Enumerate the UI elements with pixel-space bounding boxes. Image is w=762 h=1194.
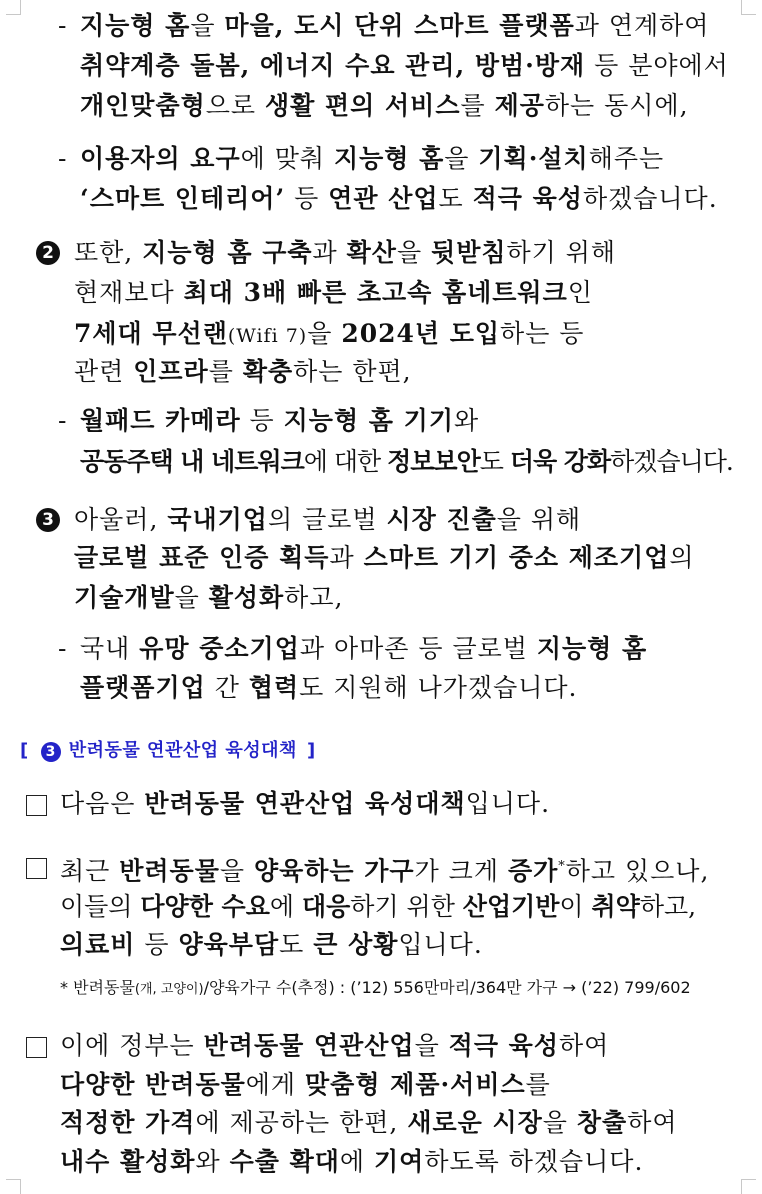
page-corner-mark xyxy=(741,1179,756,1194)
checkbox-square xyxy=(26,1037,47,1058)
text-line: 현재보다 최대 3배 빠른 초고속 홈네트워크인 xyxy=(74,278,593,307)
text-line: 7세대 무선랜(Wifi 7)을 2024년 도입하는 등 xyxy=(74,319,585,348)
page-corner-mark xyxy=(6,0,21,15)
page-corner-mark xyxy=(741,0,756,15)
text-line: 글로벌 표준 인증 획득과 스마트 기기 중소 제조기업의 xyxy=(74,543,695,572)
bullet-line: - 월패드 카메라 등 지능형 홈 기기와 xyxy=(58,406,480,435)
text-line: 의료비 등 양육부담도 큰 상황입니다. xyxy=(60,930,483,959)
number-3-marker: 3 xyxy=(36,508,60,532)
section-heading: [ 3 반려동물 연관산업 육성대책 ] xyxy=(20,740,316,761)
bullet-line: - 지능형 홈을 마을, 도시 단위 스마트 플랫폼과 연계하여 xyxy=(58,11,710,40)
bullet-line: - 국내 유망 중소기업과 아마존 등 글로벌 지능형 홈 xyxy=(58,634,648,663)
text-line: 이에 정부는 반려동물 연관산업을 적극 육성하여 xyxy=(60,1031,610,1060)
text-line: 플랫폼기업 간 협력도 지원해 나가겠습니다. xyxy=(80,673,578,702)
checkbox-square xyxy=(26,858,47,879)
text-line: 또한, 지능형 홈 구축과 확산을 뒷받침하기 위해 xyxy=(74,238,617,267)
text-line: 다양한 반려동물에게 맞춤형 제품·서비스를 xyxy=(60,1070,551,1099)
text-line: 아울러, 국내기업의 글로벌 시장 진출을 위해 xyxy=(74,505,582,534)
text-line: 내수 활성화와 수출 확대에 기여하도록 하겠습니다. xyxy=(60,1147,644,1176)
text-line: ‘스마트 인테리어’ 등 연관 산업도 적극 육성하겠습니다. xyxy=(80,184,718,213)
number-2-marker: 2 xyxy=(36,241,60,265)
section-number-marker: 3 xyxy=(41,742,61,762)
text-line: 적정한 가격에 제공하는 한편, 새로운 시장을 창출하여 xyxy=(60,1108,678,1137)
text-line: 다음은 반려동물 연관산업 육성대책입니다. xyxy=(60,789,551,818)
text-line: 공동주택 내 네트워크에 대한 정보보안도 더욱 강화하겠습니다. xyxy=(80,447,733,476)
bullet-line: - 이용자의 요구에 맞춰 지능형 홈을 기획·설치해주는 xyxy=(58,144,665,173)
footnote: * 반려동물(개, 고양이)/양육가구 수(추정) : (’12) 556만마리/364만 가구 → (’22) 799/602 xyxy=(60,978,691,997)
text-line: 이들의 다양한 수요에 대응하기 위한 산업기반이 취약하고, xyxy=(60,892,697,921)
text-line: 최근 반려동물을 양육하는 가구가 크게 증가*하고 있으나, xyxy=(60,856,710,886)
text-line: 기술개발을 활성화하고, xyxy=(74,583,344,612)
checkbox-square xyxy=(26,795,47,816)
text-line: 개인맞춤형으로 생활 편의 서비스를 제공하는 동시에, xyxy=(80,91,689,120)
text-line: 관련 인프라를 확충하는 한편, xyxy=(74,357,412,386)
text-line: 취약계층 돌봄, 에너지 수요 관리, 방범·방재 등 분야에서 xyxy=(80,51,729,80)
page-corner-mark xyxy=(6,1179,21,1194)
